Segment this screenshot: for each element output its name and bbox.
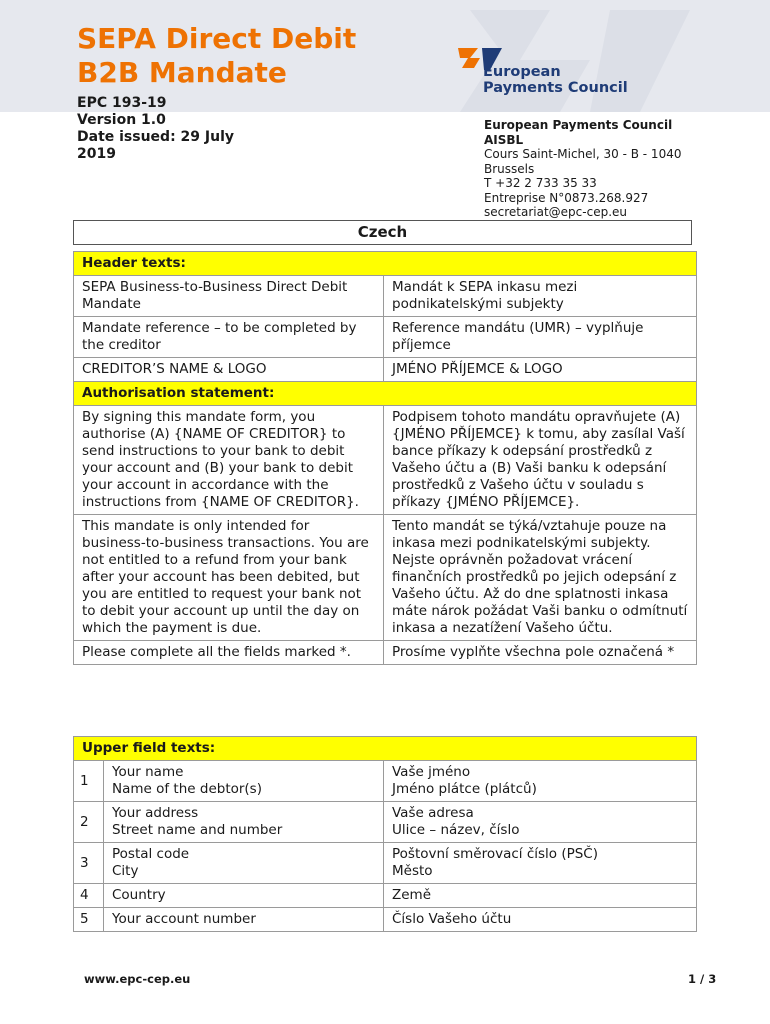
czech-cell: Země [384,884,697,908]
address-street: Cours Saint-Michel, 30 - B - 1040 Brussels [484,147,682,176]
doc-code: EPC 193-19 [77,95,167,111]
english-cell: CREDITOR’S NAME & LOGO [74,358,384,382]
logo-text [483,64,628,96]
czech-cell [384,802,697,843]
translation-table [73,251,697,665]
address-phone: T +32 2 733 35 33 [484,176,597,190]
czech-cell: Tento mandát se týká/vztahuje pouze na inkasa mezi podnikatelskými subjekty. Nejste oprávněn požadovat vrácení finančních prostředků po jejich odepsání z Vašeho účtu. Až do dne splatnosti inkasa máte nárok požádat Vaši banku o odmítnutí inkasa a nezatížení Vašeho účtu. [384,515,697,641]
title-line-1: SEPA Direct Debit [77,22,357,55]
czech-cell: Podpisem tohoto mandátu opravňujete (A) {JMÉNO PŘÍJEMCE} k tomu, aby zasílal Vaší bance příkazy k odepsání prostředků z Vašeho účtu a (B) Vaši banku k odepsání prostředků z Vašeho účtu v souladu s příkazy {JMÉNO PŘÍJEMCE}. [384,406,697,515]
field-number: 1 [74,761,104,802]
english-cell: By signing this mandate form, you authorise (A) {NAME OF CREDITOR} to send instructions to your bank to debit your account and (B) your bank to debit your account in accordance with the instructions from {NAME OF CREDITOR}. [74,406,384,515]
section-header: Authorisation statement: [74,382,697,406]
title-line-2: B2B Mandate [77,56,287,89]
table-row [74,802,697,843]
page-title [77,22,356,90]
field-number: 2 [74,802,104,843]
table-row [74,317,697,358]
upper-fields-table [73,736,697,932]
table-row [74,884,697,908]
table-row [74,358,697,382]
logo-line-2: Payments Council [483,80,628,96]
section-header: Header texts: [74,252,697,276]
doc-version: Version 1.0 [77,112,166,128]
english-cell: Please complete all the fields marked *. [74,641,384,665]
table-row [74,641,697,665]
field-label: Postal code [112,846,190,862]
field-label: Vaše adresa [392,805,474,821]
section-header-row [74,252,697,276]
table-row [74,761,697,802]
czech-cell [384,761,697,802]
field-sublabel: Name of the debtor(s) [112,781,262,797]
field-sublabel: City [112,863,139,879]
field-number: 3 [74,843,104,884]
english-cell: SEPA Business-to-Business Direct Debit Mandate [74,276,384,317]
section-header: Upper field texts: [74,737,697,761]
english-cell [104,802,384,843]
czech-cell: Prosíme vyplňte všechna pole označená * [384,641,697,665]
english-cell: Country [104,884,384,908]
footer-website[interactable]: www.epc-cep.eu [84,972,191,986]
czech-cell: Číslo Vašeho účtu [384,908,697,932]
org-name: European Payments Council AISBL [484,118,673,147]
field-label: Poštovní směrovací číslo (PSČ) [392,846,599,862]
field-number: 4 [74,884,104,908]
field-sublabel: Město [392,863,433,879]
table-row [74,843,697,884]
address-block [484,118,714,220]
address-email: secretariat@epc-cep.eu [484,205,627,219]
logo-line-1: European [483,64,561,80]
field-label: Your address [112,805,199,821]
section-header-row [74,737,697,761]
doc-date: Date issued: 29 July 2019 [77,129,235,162]
section-header-row [74,382,697,406]
field-sublabel: Jméno plátce (plátců) [392,781,537,797]
page-number: 1 / 3 [688,972,717,986]
english-cell: Your account number [104,908,384,932]
english-cell [104,761,384,802]
table-row [74,406,697,515]
table-row [74,276,697,317]
address-entreprise: Entreprise N°0873.268.927 [484,190,649,205]
czech-cell: Reference mandátu (UMR) – vyplňuje příjemce [384,317,697,358]
field-sublabel: Ulice – název, číslo [392,822,520,838]
english-cell: This mandate is only intended for business-to-business transactions. You are not entitled to a refund from your bank after your account has been debited, but you are entitled to request your bank not to debit your account up until the day on which the payment is due. [74,515,384,641]
czech-cell [384,843,697,884]
english-cell: Mandate reference – to be completed by the creditor [74,317,384,358]
table-row [74,515,697,641]
field-sublabel: Street name and number [112,822,283,838]
language-title: Czech [73,220,692,245]
field-number: 5 [74,908,104,932]
czech-cell: JMÉNO PŘÍJEMCE & LOGO [384,358,697,382]
field-label: Your name [112,764,184,780]
english-cell [104,843,384,884]
czech-cell: Mandát k SEPA inkasu mezi podnikatelskými subjekty [384,276,697,317]
document-meta [77,95,277,163]
field-label: Vaše jméno [392,764,471,780]
table-row [74,908,697,932]
